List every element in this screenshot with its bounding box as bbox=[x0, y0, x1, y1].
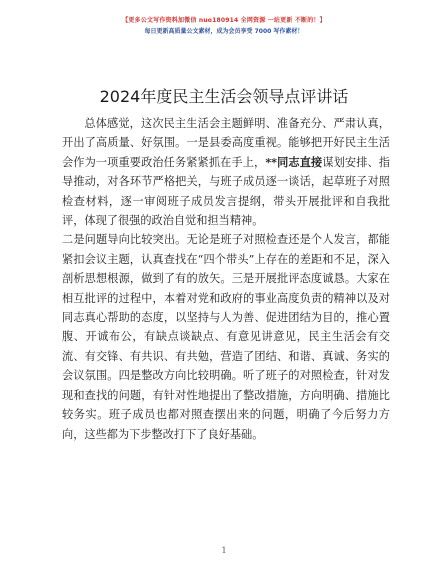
promo-line-2: 每日更新高质量公文素材，成为会员享受 7000 写作素材！ bbox=[144, 28, 304, 35]
promo-banner bbox=[0, 15, 448, 37]
paragraph-1 bbox=[62, 114, 390, 230]
paragraph-1-text: 总体感觉，这次民主生活会主题鲜明、准备充分、严肃认真，开出了高质量、好氛围。一是县委高度重视。能够把开好民主生活会作为一项重要政治任务紧紧抓在手上， bbox=[62, 117, 390, 169]
paragraph-2: 二是问题导向比较突出。无论是班子对照检查还是个人发言，都能紧扣会议主题，认真查找在“四个带头”上存在的差距和不足，深入剖析思想根源，做到了有的放矢。三是开展批评态度诚恳。大家在相互批评的过程中，本着对党和政府的事业高度负责的精神以及对同志真心帮助的态度，以坚持与人为善、促进团结为目的，推心置腹、开诚布公，有缺点谈缺点、有意见讲意见，民主生活会有交流、有交锋、有共识、有共勉，营造了团结、和谐、真诚、务实的会议氛围。四是整改方向比较明确。听了班子的对照检查，针对发现和查找的问题，有针对性地提出了整改措施，方向明确、措施比较务实。班子成员也都对照查摆出来的问题，明确了今后努力方向，这些都为下步整改打下了良好基础。 bbox=[62, 233, 390, 441]
paragraph-1-strong: **同志直接 bbox=[265, 154, 323, 169]
paragraph-1-cont: 谋划安排、指导推动，对各环节严格把关，与班子成员逐一谈话，起草班子对照检查材料，逐一审阅班子成员发言提纲，带头开展批评和自我批评，体现了很强的政治自觉和担当精神。 bbox=[62, 155, 390, 228]
document-body bbox=[62, 114, 390, 444]
promo-line-1: 【更多公文写作资料加微信 nuo180914 全网资源 一站更新 不断的！】 bbox=[122, 17, 326, 24]
page-number: 1 bbox=[221, 546, 227, 555]
document-title: 2024年度民主生活会领导点评讲话 bbox=[99, 87, 349, 106]
